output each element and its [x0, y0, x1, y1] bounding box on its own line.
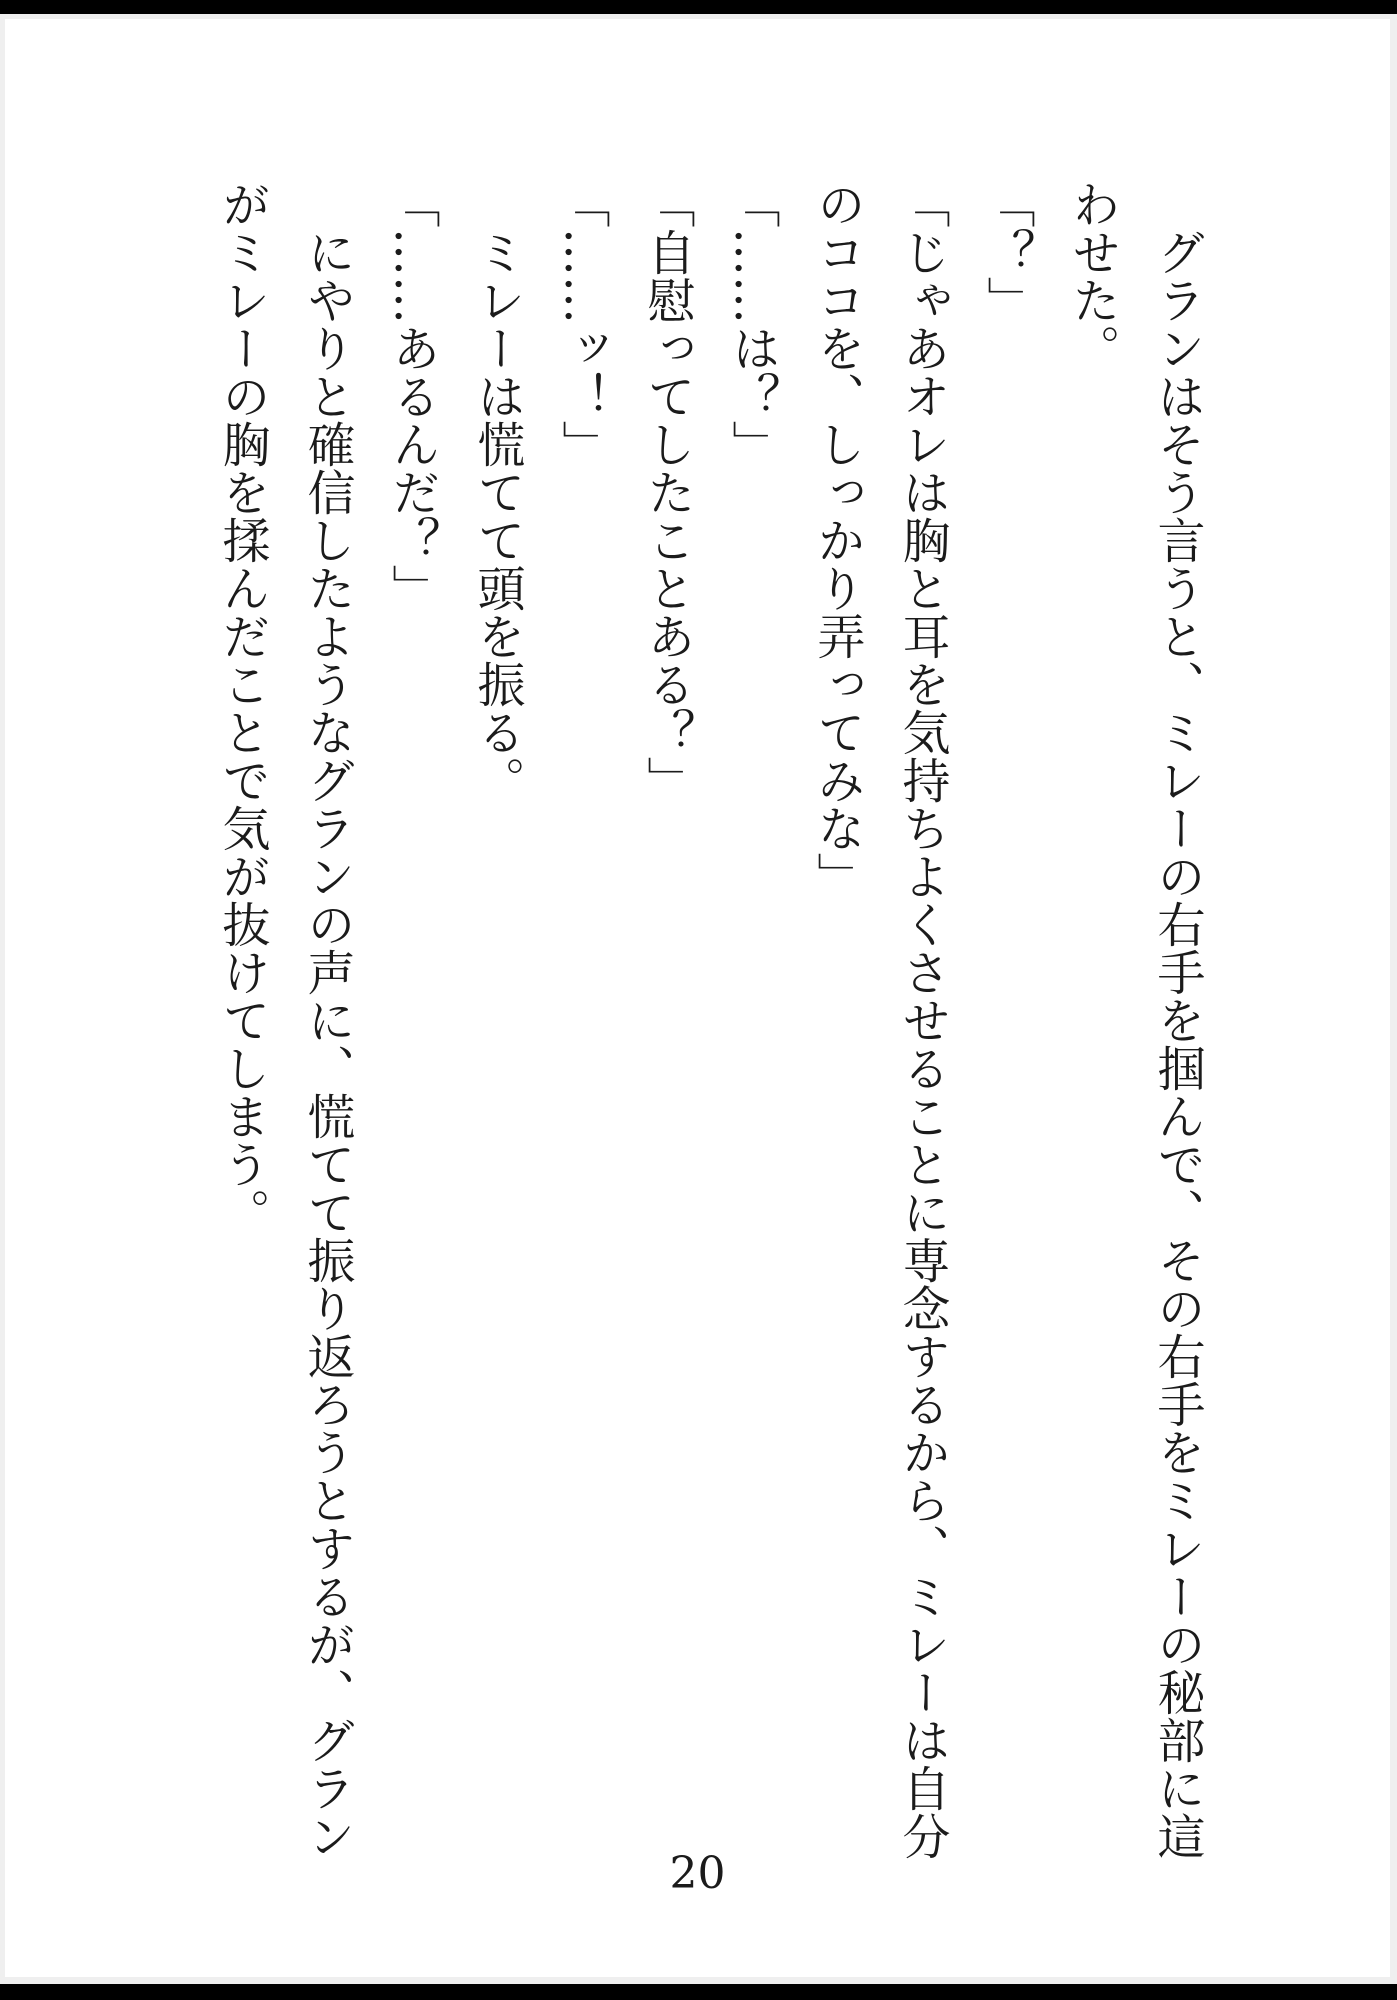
paragraph: 「じゃあオレは胸と耳を気持ちよくさせることに専念するから、ミレーは自分のココを、しっかり弄ってみな」 [809, 180, 950, 1860]
paragraph: 「？」 [979, 180, 1035, 324]
book-page[interactable] [5, 19, 1390, 1977]
bottom-letterbox-bar [0, 1984, 1397, 2000]
paragraph: ミレーは慌てて頭を振る。 [469, 228, 525, 804]
page-number: 20 [669, 1848, 726, 1899]
paragraph: 「……あるんだ？」 [384, 180, 440, 612]
paragraph: 「自慰ってしたことある？」 [639, 180, 695, 804]
page-text [199, 180, 1219, 1860]
paragraph: 「……は？」 [724, 180, 780, 468]
paragraph: にやりと確信したようなグランの声に、慌てて振り返ろうとするが、グランがミレーの胸を揉んだことで気が抜けてしまう。 [214, 180, 355, 1860]
paragraph: グランはそう言うと、ミレーの右手を掴んで、その右手をミレーの秘部に這わせた。 [1064, 180, 1205, 1860]
paragraph: 「……ッ！」 [554, 180, 610, 468]
page-edge-frame [0, 14, 1397, 1984]
top-letterbox-bar [0, 0, 1397, 14]
